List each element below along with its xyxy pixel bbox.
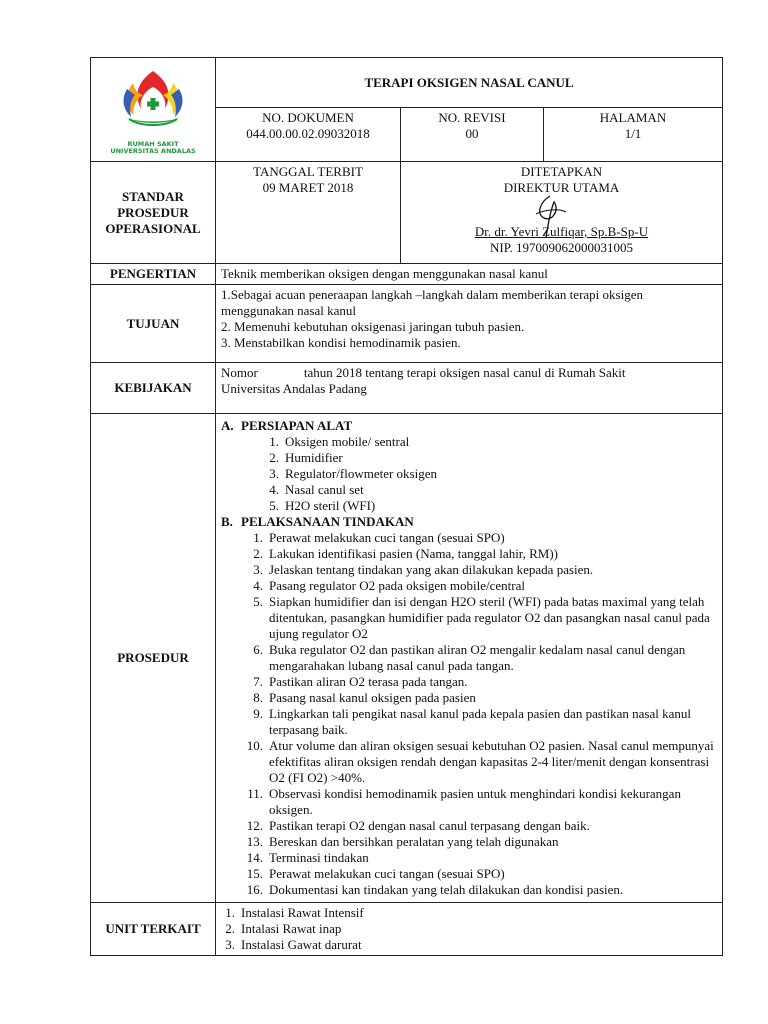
list-number: 4.	[253, 578, 263, 593]
list-item	[221, 466, 717, 482]
list-number: 14.	[246, 850, 263, 865]
section-a-heading: A. PERSIAPAN ALAT	[221, 418, 353, 433]
logo-text-line2: UNIVERSITAS ANDALAS	[110, 146, 196, 155]
list-item-text: Bereskan dan bersihkan peralatan yang telah digunakan	[269, 834, 559, 849]
list-item	[221, 578, 717, 594]
tujuan-label: TUJUAN	[91, 285, 216, 363]
list-item	[221, 642, 717, 674]
issue-date-cell	[216, 162, 401, 264]
list-item-text: Pastikan aliran O2 terasa pada tangan.	[269, 674, 468, 689]
logo-cell	[91, 58, 216, 162]
list-number: 3.	[269, 466, 279, 481]
signer-name: Dr. dr. Yevri Zulfiqar, Sp.B-Sp-U	[474, 224, 649, 239]
page-value: 1/1	[624, 126, 642, 141]
list-number: 5.	[269, 498, 279, 513]
pengertian-label: PENGERTIAN	[91, 264, 216, 285]
logo-text-line1: RUMAH SAKIT	[127, 139, 179, 148]
list-item	[221, 818, 717, 834]
list-number: 3.	[225, 937, 235, 952]
kebijakan-text-cont: Universitas Andalas Padang	[221, 381, 367, 396]
list-item-text: Instalasi Rawat Intensif	[241, 905, 364, 920]
list-item-text: Buka regulator O2 dan pastikan aliran O2 mengalir kedalam nasal canul dengan mengarahakan lubang nasal canul pada tangan.	[269, 642, 686, 673]
list-number: 7.	[253, 674, 263, 689]
page-cell	[544, 108, 723, 162]
list-item	[221, 450, 717, 466]
list-item	[221, 434, 717, 450]
revision-cell	[401, 108, 544, 162]
list-item-text: Terminasi tindakan	[269, 850, 369, 865]
list-item	[221, 562, 717, 578]
issue-date-label: TANGGAL TERBIT	[253, 164, 363, 179]
document-title: TERAPI OKSIGEN NASAL CANUL	[216, 58, 723, 108]
list-item-text: Perawat melakukan cuci tangan (sesuai SPO)	[269, 530, 505, 545]
tujuan-line: 2. Memenuhi kebutuhan oksigenasi jaringan tubuh pasien.	[221, 319, 525, 334]
list-item-text: Observasi kondisi hemodinamik pasien untuk menghindari kondisi kekurangan oksigen.	[269, 786, 681, 817]
list-item	[221, 834, 717, 850]
sop-label: STANDAR PROSEDUR OPERASIONAL	[91, 162, 216, 264]
list-item-text: Dokumentasi kan tindakan yang telah dilakukan dan kondisi pasien.	[269, 882, 624, 897]
list-number: 9.	[253, 706, 263, 721]
tujuan-line: 1.Sebagai acuan peneraapan langkah –langkah dalam memberikan terapi oksigen menggunakan nasal kanul	[221, 287, 643, 318]
list-number: 6.	[253, 642, 263, 657]
unit-content	[216, 903, 723, 956]
list-item-text: Regulator/flowmeter oksigen	[285, 466, 437, 481]
list-number: 8.	[253, 690, 263, 705]
prosedur-content	[216, 414, 723, 903]
unit-label: UNIT TERKAIT	[91, 903, 216, 956]
sop-table	[90, 57, 723, 956]
list-number: 12.	[246, 818, 263, 833]
doc-number-cell	[216, 108, 401, 162]
list-number: 11.	[247, 786, 263, 801]
list-item-text: Pasang nasal kanul oksigen pada pasien	[269, 690, 476, 705]
list-item-text: Instalasi Gawat darurat	[241, 937, 362, 952]
list-item	[221, 905, 717, 921]
list-item-text: Atur volume dan aliran oksigen sesuai kebutuhan O2 pasien. Nasal canul mempunyai efektifitas aliran oksigen rendah dengan kapasitas 2-4 liter/menit dengan konsentrasi O2 (FI O2) >40%.	[269, 738, 714, 785]
kebijakan-nomor: Nomor	[221, 365, 258, 380]
list-item	[221, 674, 717, 690]
list-item-text: Intalasi Rawat inap	[241, 921, 342, 936]
list-number: 15.	[246, 866, 263, 881]
approval-by: DIREKTUR UTAMA	[503, 180, 620, 195]
sop-document	[90, 57, 722, 956]
list-item	[221, 850, 717, 866]
signature-icon	[530, 192, 570, 240]
tujuan-line: 3. Menstabilkan kondisi hemodinamik pasien.	[221, 335, 461, 350]
list-item-text: Jelaskan tentang tindakan yang akan dilakukan kepada pasien.	[269, 562, 594, 577]
list-item-text: Pastikan terapi O2 dengan nasal canul terpasang dengan baik.	[269, 818, 590, 833]
list-item	[221, 866, 717, 882]
issue-date-value: 09 MARET 2018	[262, 180, 354, 195]
list-number: 16.	[246, 882, 263, 897]
list-item	[221, 738, 717, 786]
list-item-text: Siapkan humidifier dan isi dengan H2O steril (WFI) pada batas maximal yang telah ditentukan, pasangkan humidifier pada regulator O2 dan pasangkan nasal canul pada ujung regulator O2	[269, 594, 710, 641]
list-item	[221, 498, 717, 514]
kebijakan-content	[216, 363, 723, 414]
list-number: 1.	[253, 530, 263, 545]
list-item-text: Lakukan identifikasi pasien (Nama, tanggal lahir, RM))	[269, 546, 559, 561]
list-number: 13.	[246, 834, 263, 849]
list-item	[221, 594, 717, 642]
list-number: 4.	[269, 482, 279, 497]
list-item-text: Nasal canul set	[285, 482, 364, 497]
doc-number-label: NO. DOKUMEN	[262, 110, 354, 125]
list-item	[221, 546, 717, 562]
list-item-text: Pasang regulator O2 pada oksigen mobile/central	[269, 578, 525, 593]
approval-label: DITETAPKAN	[520, 164, 603, 179]
list-item	[221, 921, 717, 937]
unit-list	[221, 905, 717, 953]
revision-value: 00	[465, 126, 479, 141]
list-number: 2.	[253, 546, 263, 561]
list-item	[221, 690, 717, 706]
doc-number-value: 044.00.00.02.09032018	[246, 126, 370, 141]
list-number: 5.	[253, 594, 263, 609]
list-number: 2.	[269, 450, 279, 465]
list-number: 2.	[225, 921, 235, 936]
list-number: 1.	[225, 905, 235, 920]
list-number: 10.	[246, 738, 263, 753]
prosedur-label: PROSEDUR	[91, 414, 216, 903]
list-item	[221, 786, 717, 818]
kebijakan-text: tahun 2018 tentang terapi oksigen nasal canul di Rumah Sakit	[303, 365, 626, 380]
list-item-text: Lingkarkan tali pengikat nasal kanul pada kepala pasien dan pastikan nasal kanul terpasang baik.	[269, 706, 691, 737]
tujuan-content	[216, 285, 723, 363]
list-item	[221, 937, 717, 953]
list-item	[221, 530, 717, 546]
pengertian-text: Teknik memberikan oksigen dengan menggunakan nasal kanul	[216, 264, 723, 285]
list-number: 1.	[269, 434, 279, 449]
list-item-text: H2O steril (WFI)	[285, 498, 376, 513]
list-item-text: Perawat melakukan cuci tangan (sesuai SPO)	[269, 866, 505, 881]
list-item-text: Oksigen mobile/ sentral	[285, 434, 410, 449]
kebijakan-label: KEBIJAKAN	[91, 363, 216, 414]
alat-list	[221, 434, 717, 514]
tindakan-list	[221, 530, 717, 898]
revision-label: NO. REVISI	[438, 110, 506, 125]
list-item	[221, 706, 717, 738]
page-label: HALAMAN	[599, 110, 667, 125]
list-item-text: Humidifier	[285, 450, 343, 465]
list-item	[221, 482, 717, 498]
signer-nip: NIP. 197009062000031005	[489, 240, 633, 255]
hospital-logo-icon	[103, 65, 203, 137]
section-b-heading: B. PELAKSANAAN TINDAKAN	[221, 514, 414, 529]
list-item	[221, 882, 717, 898]
list-number: 3.	[253, 562, 263, 577]
